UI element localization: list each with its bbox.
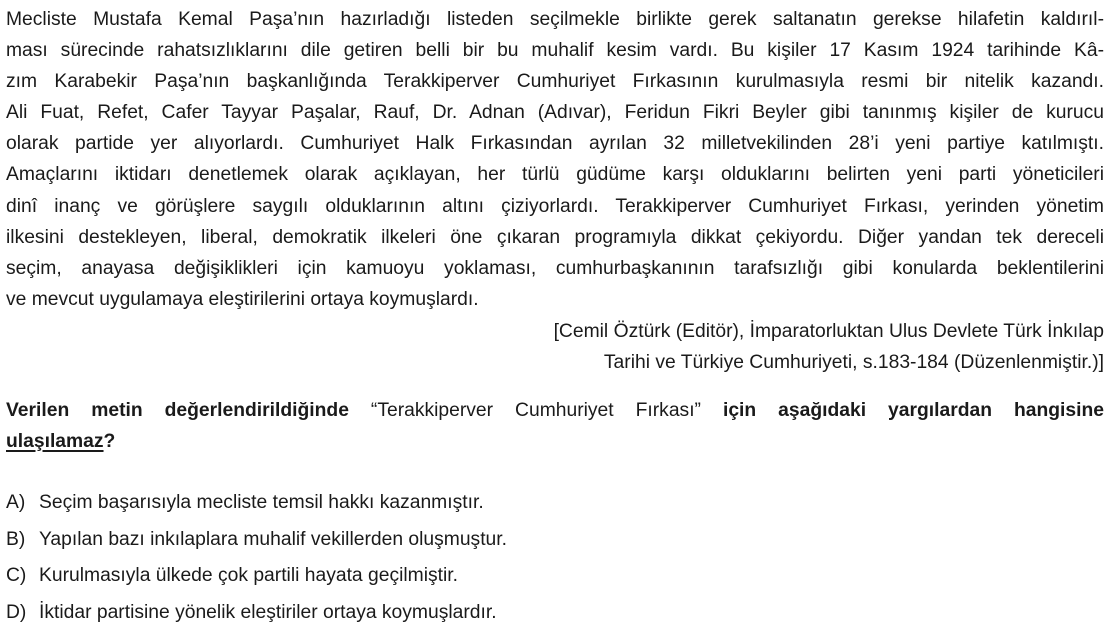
option-letter: D): [6, 601, 27, 623]
question-quote: “Terakkiperver Cumhuriyet Fırkası”: [348, 400, 723, 422]
citation-line-2: Tarihi ve Türkiye Cumhuriyeti, s.183-184 (Düzenlenmiştir.)]: [603, 352, 1104, 374]
passage-line: Mecliste Mustafa Kemal Paşa’nın hazırladığı listeden seçilmekle birlikte gerek saltanatın gerekse hilafetin kaldırıl-: [6, 9, 1104, 30]
passage-line: Ali Fuat, Refet, Cafer Tayyar Paşalar, Rauf, Dr. Adnan (Adıvar), Feridun Fikri Beyler gibi tanınmış kişiler de kurucu: [6, 102, 1104, 124]
option-text: Yapılan bazı inkılaplara muhalif vekillerden oluşmuştur.: [39, 528, 507, 550]
option-text: Kurulmasıyla ülkede çok partili hayata geçilmiştir.: [39, 565, 459, 587]
passage-line: dinî inanç ve görüşlere saygılı olduklarının altını çiziyorlardı. Terakkiperver Cumhuriyet Fırkası, yerinden yönetim: [6, 195, 1104, 217]
question-keyword: ulaşılamaz: [6, 431, 104, 453]
passage-line: ve mevcut uygulamaya eleştirilerini ortaya koymuşlardı.: [6, 288, 479, 310]
option-d[interactable]: [6, 595, 1104, 631]
answer-options: [6, 485, 1104, 631]
source-citation: [6, 315, 1104, 378]
question-line-1: [6, 395, 1104, 426]
question-mark: ?: [103, 431, 116, 453]
option-c[interactable]: [6, 558, 1104, 595]
option-a[interactable]: [6, 485, 1104, 522]
passage-line: seçim, anayasa değişiklikleri için kamuoyu yoklaması, cumhurbaşkanının tarafsızlığı gibi konularda beklentilerini: [6, 257, 1104, 279]
question-stem: [6, 395, 1104, 457]
passage-line: Amaçlarını iktidarı denetlemek olarak açıklayan, her türlü güdüme karşı olduklarını belirten yeni parti yöneticileri: [6, 164, 1104, 186]
passage-line: ilkesini destekleyen, liberal, demokratik ilkeleri öne çıkaran programıyla dikkat çekiyordu. Diğer yandan tek dereceli: [6, 226, 1104, 248]
option-b[interactable]: [6, 522, 1104, 559]
option-text: İktidar partisine yönelik eleştiriler ortaya koymuşlardır.: [39, 601, 497, 623]
reading-passage: [6, 0, 1104, 315]
option-letter: C): [6, 565, 27, 587]
passage-line: ması sürecinde rahatsızlıklarını dile getiren belli bir bu muhalif kesim vardı. Bu kişiler 17 Kasım 1924 tarihinde Kâ-: [6, 40, 1104, 62]
option-letter: B): [6, 528, 26, 550]
option-text: Seçim başarısıyla mecliste temsil hakkı kazanmıştır.: [39, 492, 484, 514]
passage-line: olarak partide yer alıyorlardı. Cumhuriyet Halk Fırkasından ayrılan 32 milletvekilinden 28’i yeni partiye katılmıştı.: [6, 133, 1104, 155]
question-line-2: [6, 426, 1104, 457]
citation-line-1: [Cemil Öztürk (Editör), İmparatorluktan Ulus Devlete Türk İnkılap: [553, 320, 1104, 342]
passage-line: zım Karabekir Paşa’nın başkanlığında Terakkiperver Cumhuriyet Fırkasının kurulmasıyla resmi bir nitelik kazandı.: [6, 71, 1104, 93]
option-letter: A): [6, 492, 26, 514]
question-bold-2: için aşağıdaki yargılardan hangisine: [722, 400, 1104, 422]
question-bold-1: Verilen metin değerlendirildiğinde: [6, 400, 349, 422]
question-page: [6, 0, 1104, 631]
